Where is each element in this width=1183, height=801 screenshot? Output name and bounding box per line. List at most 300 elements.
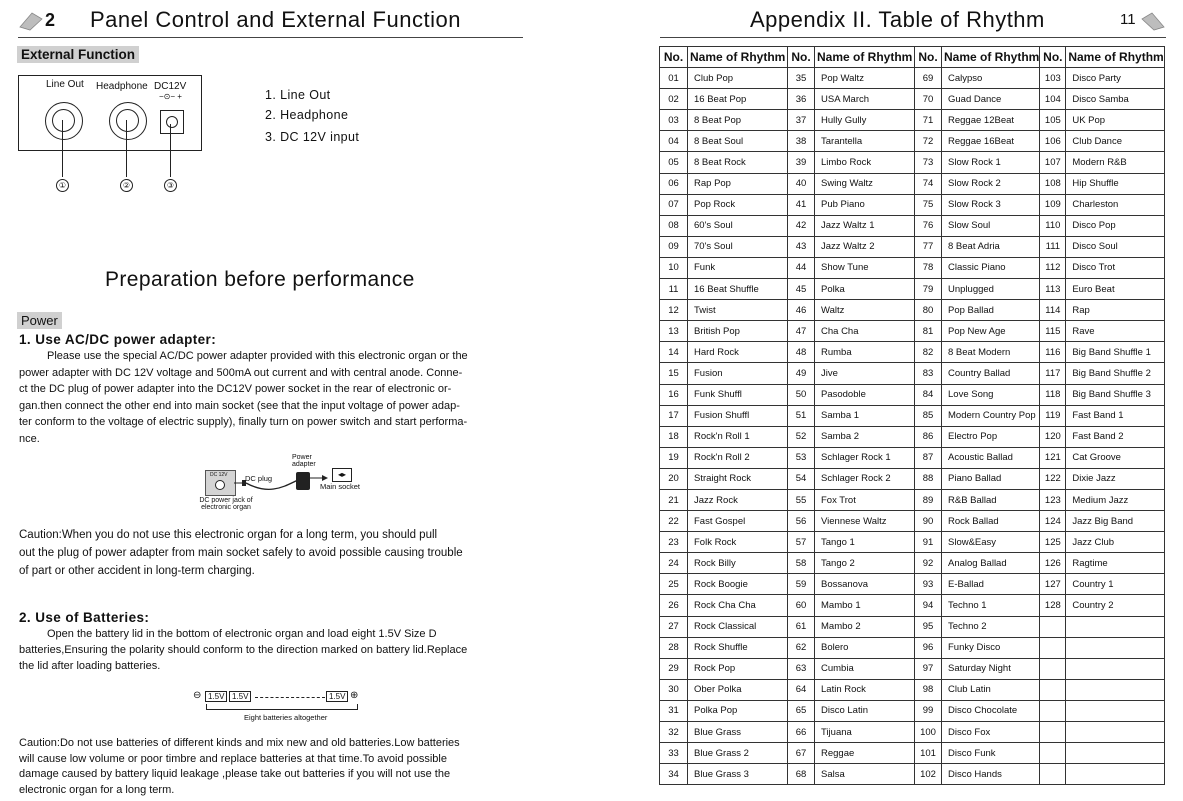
rhythm-name: Rock Billy	[688, 553, 788, 574]
rhythm-name: Disco Soul	[1066, 236, 1165, 257]
rhythm-name: Cumbia	[815, 658, 915, 679]
rhythm-name: Club Dance	[1066, 131, 1165, 152]
rhythm-name: Medium Jazz	[1066, 489, 1165, 510]
minus-terminal-icon: ⊖	[193, 690, 202, 701]
feature-headphone: 2. Headphone	[265, 108, 349, 122]
rhythm-number: 26	[660, 595, 688, 616]
rhythm-name: 8 Beat Pop	[688, 110, 788, 131]
rhythm-name: Electro Pop	[942, 426, 1040, 447]
rhythm-name	[1066, 679, 1165, 700]
column-header: No.	[915, 47, 942, 68]
rhythm-name: Pop Rock	[688, 194, 788, 215]
rhythm-name: Funk Shuffl	[688, 384, 788, 405]
rhythm-number: 78	[915, 257, 942, 278]
rhythm-number: 66	[788, 722, 815, 743]
table-row	[660, 89, 1165, 110]
rhythm-name: Techno 2	[942, 616, 1040, 637]
pen-icon	[18, 9, 44, 31]
rhythm-number: 05	[660, 152, 688, 173]
table-row	[660, 152, 1165, 173]
right-header-rule	[660, 37, 1166, 38]
rhythm-number: 108	[1040, 173, 1066, 194]
rhythm-number: 08	[660, 215, 688, 236]
table-row	[660, 173, 1165, 194]
table-row	[660, 279, 1165, 300]
rhythm-number: 02	[660, 89, 688, 110]
rhythm-name: Euro Beat	[1066, 279, 1165, 300]
rhythm-name: Reggae	[815, 743, 915, 764]
main-socket-label: Main socket	[320, 482, 361, 491]
rhythm-name: Guad Dance	[942, 89, 1040, 110]
column-header: Name of Rhythm	[1066, 47, 1165, 68]
rhythm-number: 43	[788, 236, 815, 257]
rhythm-name: Club Latin	[942, 679, 1040, 700]
rhythm-number	[1040, 743, 1066, 764]
rhythm-name: Jazz Waltz 2	[815, 236, 915, 257]
rhythm-number: 125	[1040, 532, 1066, 553]
rhythm-name: Polka Pop	[688, 700, 788, 721]
rhythm-number: 46	[788, 300, 815, 321]
rhythm-number: 09	[660, 236, 688, 257]
table-row	[660, 342, 1165, 363]
rhythm-name: Country 1	[1066, 574, 1165, 595]
rhythm-number: 113	[1040, 279, 1066, 300]
callout-2: ②	[120, 179, 133, 192]
rhythm-name: Techno 1	[942, 595, 1040, 616]
rhythm-name: Mambo 2	[815, 616, 915, 637]
rhythm-name: E-Ballad	[942, 574, 1040, 595]
rhythm-name: Slow Rock 1	[942, 152, 1040, 173]
rhythm-name: Jazz Rock	[688, 489, 788, 510]
rhythm-number: 65	[788, 700, 815, 721]
rhythm-number: 82	[915, 342, 942, 363]
plus-terminal-icon: ⊕	[350, 690, 359, 701]
rhythm-name: Rock Cha Cha	[688, 595, 788, 616]
rhythm-name: Rock Classical	[688, 616, 788, 637]
rhythm-name: Fusion Shuffl	[688, 405, 788, 426]
rhythm-number: 127	[1040, 574, 1066, 595]
left-page-number: 2	[45, 10, 56, 30]
rhythm-name: Rock Ballad	[942, 511, 1040, 532]
rhythm-number: 74	[915, 173, 942, 194]
rhythm-number: 126	[1040, 553, 1066, 574]
right-page-number: 11	[1120, 11, 1136, 28]
battery-caption: Eight batteries altogether	[244, 713, 328, 722]
rhythm-name: Piano Ballad	[942, 468, 1040, 489]
rhythm-number: 06	[660, 173, 688, 194]
table-row	[660, 553, 1165, 574]
rhythm-number: 114	[1040, 300, 1066, 321]
pen-icon	[1140, 9, 1166, 31]
rhythm-name: Slow&Easy	[942, 532, 1040, 553]
rhythm-number: 38	[788, 131, 815, 152]
rhythm-number: 57	[788, 532, 815, 553]
rhythm-name: Limbo Rock	[815, 152, 915, 173]
preparation-title: Preparation before performance	[105, 268, 415, 291]
rhythm-number: 84	[915, 384, 942, 405]
table-header-row	[660, 47, 1165, 68]
rhythm-number: 107	[1040, 152, 1066, 173]
rhythm-number: 81	[915, 321, 942, 342]
rhythm-number: 44	[788, 257, 815, 278]
rhythm-number: 90	[915, 511, 942, 532]
rhythm-number: 102	[915, 764, 942, 785]
rhythm-name: Viennese Waltz	[815, 511, 915, 532]
rhythm-number: 59	[788, 574, 815, 595]
rhythm-name: Samba 2	[815, 426, 915, 447]
rhythm-name: Pasodoble	[815, 384, 915, 405]
rhythm-number: 93	[915, 574, 942, 595]
rhythm-name: Big Band Shuffle 3	[1066, 384, 1165, 405]
rhythm-name: R&B Ballad	[942, 489, 1040, 510]
callout-1: ①	[56, 179, 69, 192]
rhythm-number: 63	[788, 658, 815, 679]
rhythm-number: 07	[660, 194, 688, 215]
rhythm-number: 77	[915, 236, 942, 257]
battery-chain	[255, 697, 325, 698]
table-row	[660, 743, 1165, 764]
rhythm-name	[1066, 658, 1165, 679]
rhythm-name: Cat Groove	[1066, 447, 1165, 468]
rhythm-number: 97	[915, 658, 942, 679]
batteries-text: Open the battery lid in the bottom of electronic organ and load eight 1.5V Size D batteries,Ensuring the polarity should conform to the direction marked on battery lid.Replace the lid after loading batteries.	[19, 628, 468, 672]
rhythm-number: 117	[1040, 363, 1066, 384]
external-function-tag: External Function	[17, 46, 139, 63]
rhythm-number: 110	[1040, 215, 1066, 236]
rhythm-number: 64	[788, 679, 815, 700]
dc-jack-caption: DC power jack of electronic organ	[199, 497, 253, 511]
dc-power-jack: DC 12V	[205, 470, 236, 496]
rhythm-number: 22	[660, 511, 688, 532]
rhythm-name: Pop New Age	[942, 321, 1040, 342]
rhythm-number	[1040, 637, 1066, 658]
rhythm-name: Disco Pop	[1066, 215, 1165, 236]
rhythm-number: 20	[660, 468, 688, 489]
rhythm-number: 87	[915, 447, 942, 468]
rhythm-name: Disco Chocolate	[942, 700, 1040, 721]
rhythm-number	[1040, 658, 1066, 679]
rhythm-number	[1040, 616, 1066, 637]
rhythm-name: Saturday Night	[942, 658, 1040, 679]
callout-line-3	[170, 124, 171, 177]
rhythm-number: 119	[1040, 405, 1066, 426]
rhythm-name: Jazz Big Band	[1066, 511, 1165, 532]
rhythm-number: 100	[915, 722, 942, 743]
table-row	[660, 679, 1165, 700]
rhythm-name: Jazz Waltz 1	[815, 215, 915, 236]
rhythm-name: Pop Waltz	[815, 68, 915, 89]
table-row	[660, 384, 1165, 405]
rhythm-name: Latin Rock	[815, 679, 915, 700]
rhythm-number: 58	[788, 553, 815, 574]
table-row	[660, 321, 1165, 342]
rhythm-name: Samba 1	[815, 405, 915, 426]
rhythm-name: Slow Soul	[942, 215, 1040, 236]
rhythm-name: Rap	[1066, 300, 1165, 321]
caution-long-term: Caution:When you do not use this electronic organ for a long term, you should pull out the plug of power adapter from main socket safely to avoid possible causing trouble of part or other accident in long-term charging.	[19, 529, 463, 577]
rhythm-name: Disco Samba	[1066, 89, 1165, 110]
rhythm-name: British Pop	[688, 321, 788, 342]
rhythm-number: 86	[915, 426, 942, 447]
rhythm-name: Tarantella	[815, 131, 915, 152]
rhythm-name: Mambo 1	[815, 595, 915, 616]
rhythm-number: 109	[1040, 194, 1066, 215]
power-adapter-label: Power adapter	[292, 454, 316, 468]
table-row	[660, 637, 1165, 658]
rhythm-number: 85	[915, 405, 942, 426]
table-row	[660, 764, 1165, 785]
rhythm-name: Fox Trot	[815, 489, 915, 510]
rhythm-name: Tijuana	[815, 722, 915, 743]
table-row	[660, 595, 1165, 616]
column-header: Name of Rhythm	[815, 47, 915, 68]
rhythm-name: Country Ballad	[942, 363, 1040, 384]
rhythm-number: 01	[660, 68, 688, 89]
rhythm-number	[1040, 679, 1066, 700]
rhythm-number: 41	[788, 194, 815, 215]
rhythm-number: 30	[660, 679, 688, 700]
rhythm-name: Blue Grass 2	[688, 743, 788, 764]
rhythm-name: Rock Shuffle	[688, 637, 788, 658]
rhythm-name: Hip Shuffle	[1066, 173, 1165, 194]
rhythm-number: 71	[915, 110, 942, 131]
rhythm-name: Funk	[688, 257, 788, 278]
rhythm-name: Rock Boogie	[688, 574, 788, 595]
rhythm-name: Cha Cha	[815, 321, 915, 342]
rhythm-number: 70	[915, 89, 942, 110]
rhythm-name: Slow Rock 3	[942, 194, 1040, 215]
rhythm-number: 31	[660, 700, 688, 721]
rhythm-number: 14	[660, 342, 688, 363]
rhythm-number: 89	[915, 489, 942, 510]
rhythm-name: Ober Polka	[688, 679, 788, 700]
rhythm-name: Disco Fox	[942, 722, 1040, 743]
rhythm-number: 103	[1040, 68, 1066, 89]
rhythm-number: 15	[660, 363, 688, 384]
rhythm-number: 29	[660, 658, 688, 679]
rhythm-number: 94	[915, 595, 942, 616]
line-out-label: Line Out	[46, 79, 84, 90]
rhythm-number: 76	[915, 215, 942, 236]
table-row	[660, 131, 1165, 152]
rhythm-number: 27	[660, 616, 688, 637]
rhythm-name: Rap Pop	[688, 173, 788, 194]
rhythm-name	[1066, 637, 1165, 658]
rhythm-name: Fast Gospel	[688, 511, 788, 532]
table-row	[660, 532, 1165, 553]
ac-adapter-text: Please use the special AC/DC power adapter provided with this electronic organ or the power adapter with DC 12V voltage and 500mA out current and with central anode. Conne- ct the DC plug of power adapter into the DC12V power socket in the rear of electronic or- gan.then connect the other end into main socket (see that the input voltage of power adap- ter conform to the voltage of electric supply), finally turn on power switch and start performa- nce.	[19, 350, 468, 445]
rhythm-number: 33	[660, 743, 688, 764]
rhythm-number: 96	[915, 637, 942, 658]
rhythm-name: Reggae 16Beat	[942, 131, 1040, 152]
rhythm-number: 73	[915, 152, 942, 173]
rhythm-name: Hully Gully	[815, 110, 915, 131]
rhythm-number: 37	[788, 110, 815, 131]
rhythm-number: 80	[915, 300, 942, 321]
rhythm-name: Salsa	[815, 764, 915, 785]
rhythm-number: 45	[788, 279, 815, 300]
rhythm-number: 120	[1040, 426, 1066, 447]
rhythm-number: 101	[915, 743, 942, 764]
rhythm-number: 34	[660, 764, 688, 785]
rhythm-name	[1066, 743, 1165, 764]
table-row	[660, 426, 1165, 447]
rhythm-number: 92	[915, 553, 942, 574]
rhythm-number: 99	[915, 700, 942, 721]
rhythm-number: 53	[788, 447, 815, 468]
table-row	[660, 405, 1165, 426]
rhythm-number: 95	[915, 616, 942, 637]
rhythm-number: 42	[788, 215, 815, 236]
rhythm-name: 16 Beat Shuffle	[688, 279, 788, 300]
rhythm-number: 40	[788, 173, 815, 194]
rhythm-name: Hard Rock	[688, 342, 788, 363]
rhythm-name: Polka	[815, 279, 915, 300]
table-row	[660, 215, 1165, 236]
rhythm-number: 17	[660, 405, 688, 426]
rhythm-name: Acoustic Ballad	[942, 447, 1040, 468]
rhythm-number	[1040, 722, 1066, 743]
rhythm-number: 75	[915, 194, 942, 215]
rhythm-name: Reggae 12Beat	[942, 110, 1040, 131]
rhythm-name	[1066, 722, 1165, 743]
rhythm-name: Rock'n Roll 2	[688, 447, 788, 468]
table-row	[660, 722, 1165, 743]
rhythm-name: Analog Ballad	[942, 553, 1040, 574]
rhythm-name: Jive	[815, 363, 915, 384]
power-tag: Power	[17, 312, 62, 329]
battery-cell: 1.5V	[326, 691, 348, 702]
rhythm-name: USA March	[815, 89, 915, 110]
rhythm-name: Country 2	[1066, 595, 1165, 616]
rhythm-name: Rumba	[815, 342, 915, 363]
table-row	[660, 447, 1165, 468]
battery-cell: 1.5V	[205, 691, 227, 702]
rhythm-number: 62	[788, 637, 815, 658]
rhythm-number: 19	[660, 447, 688, 468]
column-header: Name of Rhythm	[942, 47, 1040, 68]
rhythm-name: 60's Soul	[688, 215, 788, 236]
table-row	[660, 468, 1165, 489]
rhythm-number: 106	[1040, 131, 1066, 152]
rhythm-name: Big Band Shuffle 2	[1066, 363, 1165, 384]
rhythm-name: Ragtime	[1066, 553, 1165, 574]
rhythm-number: 111	[1040, 236, 1066, 257]
table-row	[660, 68, 1165, 89]
rhythm-number: 69	[915, 68, 942, 89]
rhythm-number: 18	[660, 426, 688, 447]
rhythm-name: 8 Beat Rock	[688, 152, 788, 173]
rhythm-number: 56	[788, 511, 815, 532]
rhythm-name	[1066, 700, 1165, 721]
rhythm-name: Tango 1	[815, 532, 915, 553]
rhythm-number: 112	[1040, 257, 1066, 278]
left-page-title: Panel Control and External Function	[90, 7, 461, 32]
rhythm-name: Bolero	[815, 637, 915, 658]
rhythm-table	[659, 46, 1165, 785]
table-row	[660, 700, 1165, 721]
callout-line-1	[62, 120, 63, 177]
rhythm-name: Disco Latin	[815, 700, 915, 721]
rhythm-name: Jazz Club	[1066, 532, 1165, 553]
rhythm-number: 04	[660, 131, 688, 152]
callout-3: ③	[164, 179, 177, 192]
dc-socket	[160, 110, 184, 134]
rhythm-number: 35	[788, 68, 815, 89]
rhythm-name: Rave	[1066, 321, 1165, 342]
rhythm-number: 25	[660, 574, 688, 595]
line-out-jack	[45, 102, 83, 140]
rhythm-name: 8 Beat Soul	[688, 131, 788, 152]
polarity-symbol: −⊙− +	[159, 92, 182, 101]
rhythm-number: 47	[788, 321, 815, 342]
rhythm-number: 12	[660, 300, 688, 321]
rhythm-name: Twist	[688, 300, 788, 321]
rhythm-name: Disco Funk	[942, 743, 1040, 764]
rhythm-name: Bossanova	[815, 574, 915, 595]
rhythm-name: Calypso	[942, 68, 1040, 89]
rhythm-name: Love Song	[942, 384, 1040, 405]
rhythm-number: 104	[1040, 89, 1066, 110]
rhythm-number: 115	[1040, 321, 1066, 342]
rhythm-name: Modern Country Pop	[942, 405, 1040, 426]
rhythm-name: Disco Trot	[1066, 257, 1165, 278]
table-row	[660, 194, 1165, 215]
dc-plug-label: DC plug	[245, 474, 273, 483]
rhythm-number: 36	[788, 89, 815, 110]
rhythm-number: 79	[915, 279, 942, 300]
rhythm-name: Funky Disco	[942, 637, 1040, 658]
rhythm-number: 16	[660, 384, 688, 405]
right-page-title: Appendix II. Table of Rhythm	[750, 7, 1045, 32]
batteries-heading: 2. Use of Batteries:	[19, 610, 150, 625]
rhythm-name: Classic Piano	[942, 257, 1040, 278]
rhythm-number: 123	[1040, 489, 1066, 510]
rhythm-name: Rock Pop	[688, 658, 788, 679]
rhythm-name: Schlager Rock 2	[815, 468, 915, 489]
left-header-rule	[18, 37, 523, 38]
rhythm-name: Charleston	[1066, 194, 1165, 215]
rhythm-name: Straight Rock	[688, 468, 788, 489]
rhythm-name: Blue Grass	[688, 722, 788, 743]
rhythm-name: Blue Grass 3	[688, 764, 788, 785]
table-row	[660, 110, 1165, 131]
rhythm-name: Slow Rock 2	[942, 173, 1040, 194]
rhythm-name: Waltz	[815, 300, 915, 321]
headphone-label: Headphone	[96, 81, 148, 92]
table-row	[660, 511, 1165, 532]
rhythm-number: 52	[788, 426, 815, 447]
column-header: Name of Rhythm	[688, 47, 788, 68]
rhythm-number: 98	[915, 679, 942, 700]
rhythm-number: 128	[1040, 595, 1066, 616]
rhythm-number: 68	[788, 764, 815, 785]
rhythm-name: Rock'n Roll 1	[688, 426, 788, 447]
rhythm-number: 24	[660, 553, 688, 574]
table-row	[660, 574, 1165, 595]
rhythm-name: 70's Soul	[688, 236, 788, 257]
rhythm-name: Swing Waltz	[815, 173, 915, 194]
ac-adapter-heading: 1. Use AC/DC power adapter:	[19, 332, 217, 347]
rhythm-name: Schlager Rock 1	[815, 447, 915, 468]
panel-diagram	[18, 75, 202, 151]
main-socket-icon: ◂▸	[332, 468, 352, 482]
table-row	[660, 616, 1165, 637]
rhythm-name: Modern R&B	[1066, 152, 1165, 173]
rhythm-name: Tango 2	[815, 553, 915, 574]
rhythm-name: Fast Band 1	[1066, 405, 1165, 426]
rhythm-name: Big Band Shuffle 1	[1066, 342, 1165, 363]
